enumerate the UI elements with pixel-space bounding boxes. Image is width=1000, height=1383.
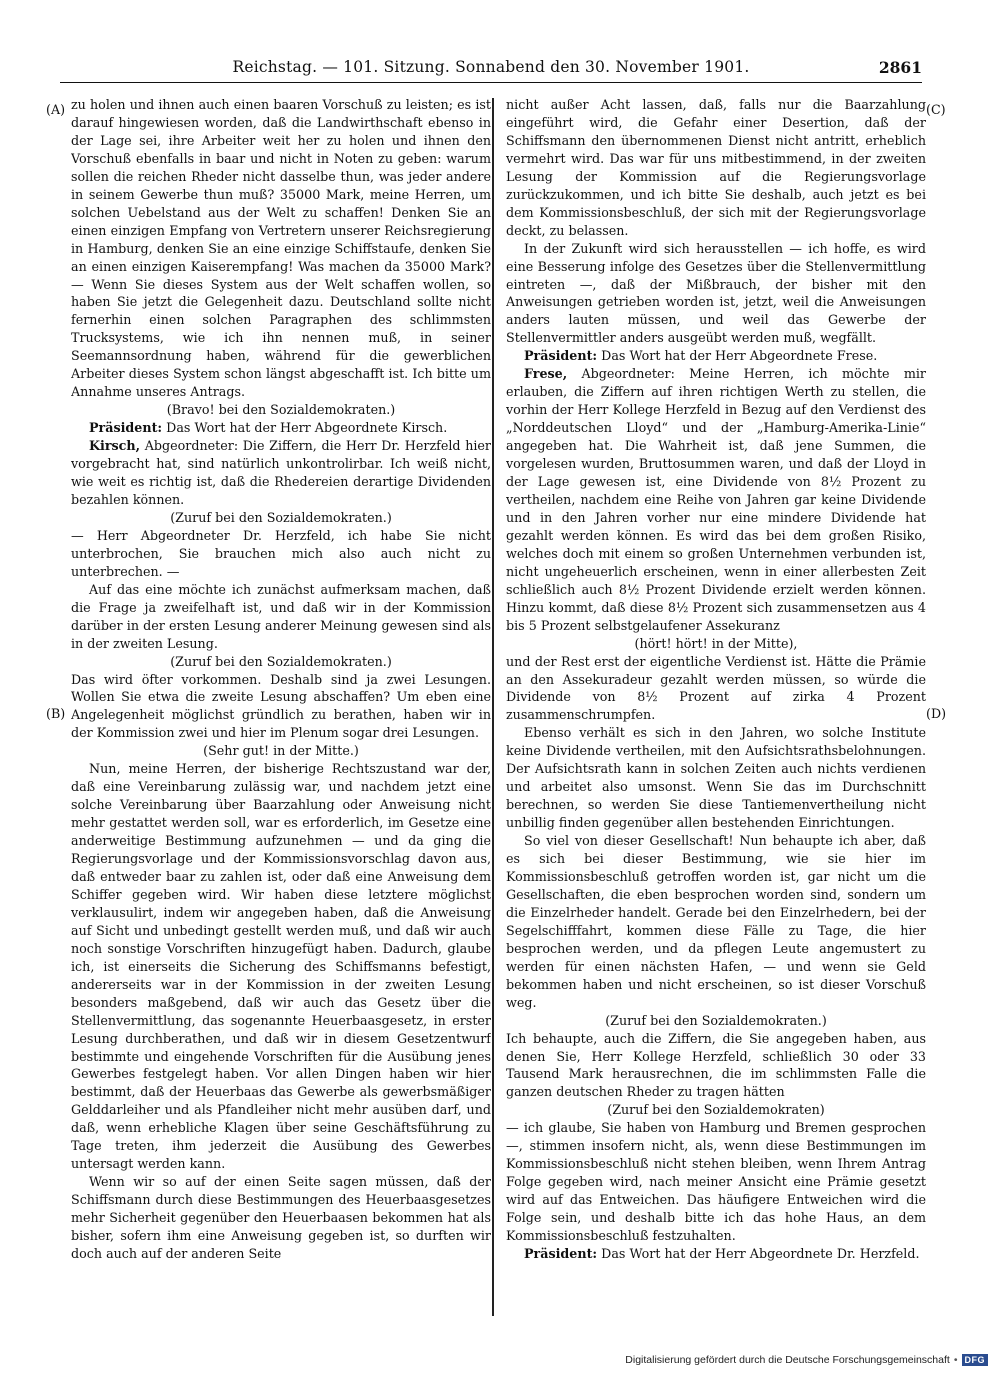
- footer-credit: Digitalisierung gefördert durch die Deutsche Forschungsgemeinschaft: [625, 1354, 950, 1366]
- speech-text: Das Wort hat der Herr Abgeordnete Dr. Herzfeld.: [597, 1246, 920, 1261]
- interjection: (Sehr gut! in der Mitte.): [203, 743, 359, 759]
- paragraph: Ebenso verhält es sich in den Jahren, wo solche Institute keine Dividende vertheilen, mit den Aufsichtsrathsbelohnungen. Der Aufsichtsrath kann in solchen Zeiten auch nichts verdienen und arbeitet also umsonst. Wenn Sie das im Durchschnitt berechnen, so werden Sie diese Tantiemenvertheilung nicht unbillig finden gegenüber allen bestehenden Einrichtungen.: [506, 725, 926, 831]
- paragraph: Wenn wir so auf der einen Seite sagen müssen, daß der Schiffsmann durch diese Bestimmungen des Heuerbaasgesetzes mehr Sicherheit gegenüber den Heuerbaasen bekommen hat als bisher, sofern ihm eine Anweisung gegeben ist, so durften wir doch auch auf der anderen Seite: [71, 1174, 491, 1261]
- page-footer: [625, 1351, 988, 1369]
- running-title: Reichstag. — 101. Sitzung. Sonnabend den 30. November 1901.: [232, 58, 750, 76]
- margin-marker-d: (D): [926, 706, 947, 721]
- interjection: (Bravo! bei den Sozialdemokraten.): [166, 402, 396, 418]
- paragraph: — ich glaube, Sie haben von Hamburg und Bremen gesprochen —, stimmen insofern nicht, als, wenn diese Bestimmungen im Kommissionsbeschluß nicht stehen bleiben, wenn Ihrem Antrag Folge gegeben wird, nach meiner Ansicht eine Prämie gesetzt wird auf das Entweichen. Das häufigere Entweichen wird die Folge sein, und deshalb bitte ich das hohe Haus, an dem Kommissionsbeschluß festzuhalten.: [506, 1120, 926, 1244]
- paragraph: und der Rest erst der eigentliche Verdienst ist. Hätte die Prämie an den Assekuradeur gezahlt werden müssen, so würde die Dividende von 8½ Prozent auf zirka 4 Prozent zusammenschrumpfen.: [506, 653, 926, 723]
- paragraph: zu holen und ihnen auch einen baaren Vorschuß zu leisten; es ist darauf hingewiesen worden, daß die Landwirthschaft ebenso in der Lage sei, ihre Arbeiter weit her zu holen und ihnen den Vorschuß ebenfalls in baar und nicht in Noten zu geben: warum sollen die reichen Rheder nicht dasselbe thun, was jeder andere in seinem Gewerbe thun muß? 35000 Mark, meine Herren, um solchen Uebelstand aus der Welt zu schaffen! Denken Sie an einen einzigen Empfang von Vertretern unserer Reichsregierung in Hamburg, denken Sie an eine einzige Schiffstaufe, denken Sie an einen einzigen Kaiserempfang! Was machen da 35000 Mark? — Wenn Sie dieses System aus der Welt schaffen wollen, so haben Sie jetzt die Gelegenheit dazu. Deutschland sollte nicht fernerhin einen solchen Paragraphen des schlimmsten Trucksystems, wie ich ihn nennen muß, in seiner Seemannsordnung haben, während für die gewerblichen Arbeiter dieses System schon längst abgeschafft ist. Ich bitte um Annahme unseres Antrags.: [71, 97, 491, 400]
- speech-text: Das Wort hat der Herr Abgeordnete Frese.: [597, 348, 878, 364]
- paragraph: Nun, meine Herren, der bisherige Rechtszustand war der, daß eine Vereinbarung zulässig war, und nachdem jetzt eine solche Vereinbarung über Baarzahlung oder Anweisung nicht mehr gestattet werden soll, war es erforderlich, im Gesetze eine anderweitige Bestimmung aufzunehmen — und da ging die Regierungsvorlage und der Kommissionsvorschlag davon aus, daß entweder baar zu zahlen ist, oder daß eine Anweisung dem Schiffer gegeben wird. Wir haben diese letztere möglichst verklausulirt, indem wir angegeben haben, daß die Anweisung auf Sicht und unbedingt gestellt werden muß, und daß wir auch noch sonstige Vorschriften hinzugefügt haben. Dadurch, glaube ich, ist einerseits die Sicherung des Schiffsmanns befestigt, andererseits war in der Kommission in der zweiten Lesung besonders maßgebend, daß wir auch das Gesetz über die Stellenvermittlung, das sogenannte Heuerbaasgesetz, in erster Lesung durchberathen, und daß wir in diesem Gesetzentwurf bestimmte und eingehende Vorschriften für die Ausübung jenes Gewerbes festgelegt haben. Vor allen Dingen haben wir hier bestimmt, daß der Heuerbaas das Gewerbe als gewerbsmäßiger Gelddarleiher und als Pfandleiher nicht mehr ausüben darf, und daß, wenn erhebliche Klagen über seine Geschäftsführung zu Tage treten, ihm jederzeit die Ausübung des Gewerbes untersagt werden kann.: [71, 761, 491, 1172]
- page-header: [60, 58, 922, 83]
- page-number: 2861: [878, 58, 922, 77]
- paragraph: Ich behaupte, auch die Ziffern, die Sie angegeben haben, aus denen Sie, Herr Kollege Herzfeld, schließlich 30 oder 33 Tausend Mark herausrechnen, die im schlimmsten Falle die ganzen deutschen Rheder zu tragen hätten: [506, 1030, 926, 1100]
- speaker-name: Präsident:: [524, 1246, 598, 1261]
- speaker-name: Präsident:: [524, 348, 598, 364]
- paragraph: — Herr Abgeordneter Dr. Herzfeld, ich habe Sie nicht unterbrochen, Sie brauchen mich also auch nicht zu unterbrechen. —: [71, 527, 491, 579]
- speaker-paragraph: [506, 347, 926, 365]
- paragraph: So viel von dieser Gesellschaft! Nun behaupte ich aber, daß es sich bei dieser Bestimmung, wie sie hier im Kommissionsbeschluß getroffen worden ist, gar nicht um die Gesellschaften, die eben besprochen worden sind, sondern um die Einzelrheder handelt. Gerade bei den Einzelrhedern, bei der Segelschifffahrt, kommen diese Fälle zu Tage, die hier besprochen werden, und da pflegen Leute angemustert zu werden für einen nächsten Hafen, — und wenn sie Geld bekommen haben und nicht erscheinen, so ist dieser Vorschuß weg.: [506, 833, 926, 1010]
- margin-marker-b: (B): [46, 706, 66, 721]
- footer-separator: •: [953, 1354, 958, 1366]
- speech-text: Abgeordneter: Die Ziffern, die Herr Dr. Herzfeld hier vorgebracht hat, sind natürlich unkontrolirbar. Ich weiß nicht, wie weit es richtig ist, daß die Rhedereien derartige Dividenden bezahlen können.: [71, 438, 491, 507]
- right-column: [506, 96, 926, 1318]
- speech-text: Das Wort hat der Herr Abgeordnete Kirsch.: [162, 420, 448, 436]
- paragraph: Das wird öfter vorkommen. Deshalb sind ja zwei Lesungen. Wollen Sie etwa die zweite Lesung abschaffen? Um eben eine Angelegenheit möglichst gründlich zu berathen, haben wir in der Kommission zwei und hier im Plenum sogar drei Lesungen.: [71, 671, 491, 741]
- paragraph: In der Zukunft wird sich herausstellen — ich hoffe, es wird eine Besserung infolge des Gesetzes über die Stellenvermittlung eintreten —, daß der Mißbrauch, der bisher mit den Anweisungen getrieben worden ist, jetzt, weil die Anweisungen anders lauten müssen, und weil das Gewerbe der Stellenvermittler anders ausgeübt werden muß, wegfällt.: [506, 240, 926, 346]
- dfg-logo: DFG: [962, 1354, 989, 1366]
- speaker-name: Präsident:: [89, 420, 163, 436]
- speaker-paragraph: [71, 437, 491, 509]
- interjection: (Zuruf bei den Sozialdemokraten.): [170, 653, 392, 669]
- paragraph: Auf das eine möchte ich zunächst aufmerksam machen, daß die Frage ja zweifelhaft ist, und daß wir in der Kommission darüber in der ersten Lesung anderer Meinung gewesen sind als in der zweiten Lesung.: [71, 581, 491, 651]
- margin-marker-c: (C): [926, 102, 946, 117]
- speaker-paragraph: [506, 1245, 926, 1263]
- speaker-name: Frese,: [524, 366, 568, 382]
- interjection: (Zuruf bei den Sozialdemokraten.): [605, 1012, 827, 1028]
- interjection: (hört! hört! in der Mitte),: [634, 635, 798, 651]
- interjection: (Zuruf bei den Sozialdemokraten.): [170, 509, 392, 525]
- speaker-paragraph: [506, 365, 926, 634]
- speaker-name: Kirsch,: [89, 438, 141, 454]
- speech-text: Abgeordneter: Meine Herren, ich möchte mir erlauben, die Ziffern auf ihren richtigen Werth zu stellen, die vorhin der Herr Kollege Herzfeld in Bezug auf den Verdienst des „Norddeutschen Lloyd“ und der „Hamburg-Amerika-Linie“ angegeben hat. Die Wahrheit ist, daß jene Summen, die vorgelesen wurden, Bruttosummen waren, und daß der Lloyd in der Lage gewesen ist, eine Dividende von 8½ Prozent zu vertheilen, nachdem eine Reihe von Jahren gar keine Dividende und in den Jahren vorher nur eine mindere Dividende hat gezahlt werden können. Es wird das bei dem großen Risiko, welches doch mit einem so großen Unternehmen verbunden ist, nicht ungeheuerlich erscheinen, wenn in einer allerbesten Zeit schließlich auch 8½ Prozent Dividende erzielt werden können. Hinzu kommt, daß diese 8½ Prozent sich zusammensetzen aus 4 bis 5 Prozent selbstgelaufener Assekuranz: [506, 366, 926, 633]
- speaker-paragraph: [71, 419, 491, 437]
- margin-marker-a: (A): [46, 102, 66, 117]
- paragraph: nicht außer Acht lassen, daß, falls nur die Baarzahlung eingeführt wird, die Gefahr einer Desertion, daß der Schiffsmann den übernommenen Dienst nicht antritt, erheblich vermehrt wird. Das war für uns mitbestimmend, in der zweiten Lesung der Kommission auf die Regierungsvorlage zurückzukommen, und ich bitte Sie deshalb, auch jetzt es bei dem Kommissionsbeschluß, der sich mit der Regierungsvorlage deckt, zu belassen.: [506, 97, 926, 238]
- left-column: [71, 96, 491, 1318]
- interjection: (Zuruf bei den Sozialdemokraten): [607, 1102, 825, 1118]
- column-divider: [492, 98, 494, 1316]
